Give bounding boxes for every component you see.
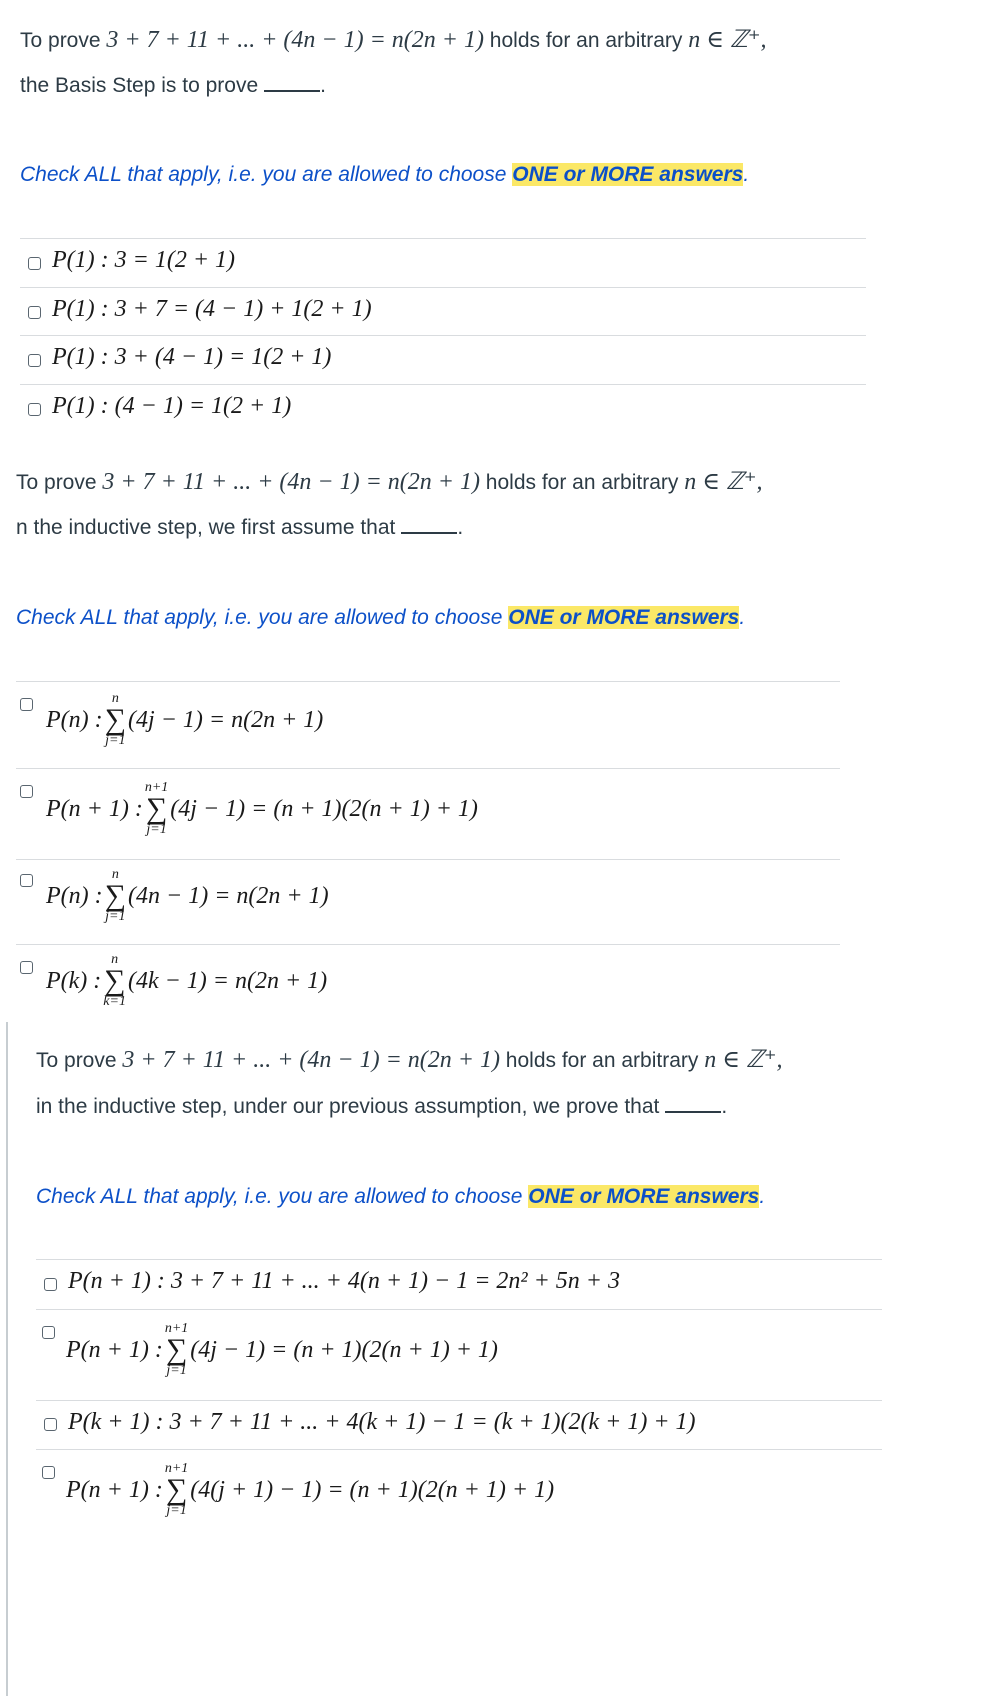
instruction-highlight: ONE or MORE answers: [512, 163, 744, 186]
option-row[interactable]: [20, 384, 866, 433]
question-2-prompt-line2: n the inductive step, we first assume that .: [16, 516, 464, 539]
summation: n+1 ∑ j=1: [164, 1461, 189, 1518]
option-checkbox[interactable]: [28, 354, 41, 367]
question-1-prompt-line2: the Basis Step is to prove .: [20, 74, 326, 97]
option-checkbox[interactable]: [44, 1278, 57, 1291]
option-checkbox[interactable]: [20, 961, 33, 974]
question-3-left-border: [6, 1022, 8, 1696]
option-row[interactable]: [16, 859, 840, 944]
option-label: P(n + 1) : n+1 ∑ j=1 (4(j + 1) − 1) = (n + 1)(2(n + 1) + 1): [66, 1461, 555, 1518]
summation: n ∑ j=1: [104, 867, 127, 924]
question-2-prompt: To prove 3 + 7 + 11 + ... + (4n − 1) = n(2n + 1) holds for an arbitrary n ∈ ℤ⁺,: [16, 469, 763, 495]
option-label: P(1) : 3 + (4 − 1) = 1(2 + 1): [52, 344, 332, 370]
answer-blank: [401, 514, 457, 534]
option-row[interactable]: [20, 287, 866, 336]
option-checkbox[interactable]: [28, 306, 41, 319]
option-label: P(n + 1) : n+1 ∑ j=1 (4j − 1) = (n + 1)(2(n + 1) + 1): [66, 1321, 498, 1378]
option-checkbox[interactable]: [20, 698, 33, 711]
option-label: P(k + 1) : 3 + 7 + 11 + ... + 4(k + 1) − 1 = (k + 1)(2(k + 1) + 1): [68, 1409, 696, 1435]
summation: n+1 ∑ j=1: [164, 1321, 189, 1378]
option-row[interactable]: [20, 238, 866, 287]
summation: n ∑ j=1: [104, 691, 127, 748]
option-checkbox[interactable]: [28, 257, 41, 270]
question-3-instruction: Check ALL that apply, i.e. you are allowed to choose ONE or MORE answers.: [36, 1185, 766, 1208]
answer-blank: [665, 1093, 721, 1113]
option-checkbox[interactable]: [42, 1466, 55, 1479]
option-row[interactable]: [36, 1309, 882, 1400]
option-row[interactable]: [20, 335, 866, 384]
option-label: P(k) : n ∑ k=1 (4k − 1) = n(2n + 1): [46, 952, 328, 1009]
instruction-highlight: ONE or MORE answers: [508, 606, 740, 629]
option-checkbox[interactable]: [20, 785, 33, 798]
question-2-instruction: Check ALL that apply, i.e. you are allowed to choose ONE or MORE answers.: [16, 606, 746, 629]
option-label: P(n + 1) : 3 + 7 + 11 + ... + 4(n + 1) − 1 = 2n² + 5n + 3: [68, 1268, 620, 1294]
summation: n+1 ∑ j=1: [144, 780, 169, 837]
option-label: P(1) : (4 − 1) = 1(2 + 1): [52, 393, 292, 419]
option-row[interactable]: [36, 1400, 882, 1449]
option-label: P(n) : n ∑ j=1 (4n − 1) = n(2n + 1): [46, 867, 329, 924]
option-row[interactable]: [36, 1259, 882, 1309]
instruction-highlight: ONE or MORE answers: [528, 1185, 760, 1208]
question-1-prompt: To prove 3 + 7 + 11 + ... + (4n − 1) = n(2n + 1) holds for an arbitrary n ∈ ℤ⁺,: [20, 27, 767, 53]
option-checkbox[interactable]: [20, 874, 33, 887]
question-3-prompt-line2: in the inductive step, under our previous assumption, we prove that .: [36, 1095, 728, 1118]
answer-blank: [264, 72, 320, 92]
option-row[interactable]: [36, 1449, 882, 1540]
option-row[interactable]: [16, 768, 840, 859]
option-row[interactable]: [16, 944, 840, 1021]
question-3-prompt: To prove 3 + 7 + 11 + ... + (4n − 1) = n(2n + 1) holds for an arbitrary n ∈ ℤ⁺,: [36, 1047, 783, 1073]
option-checkbox[interactable]: [44, 1418, 57, 1431]
option-row[interactable]: [16, 681, 840, 768]
option-checkbox[interactable]: [28, 403, 41, 416]
question-1-instruction: Check ALL that apply, i.e. you are allowed to choose ONE or MORE answers.: [20, 163, 750, 186]
option-checkbox[interactable]: [42, 1326, 55, 1339]
summation: n ∑ k=1: [103, 952, 126, 1009]
option-label: P(n + 1) : n+1 ∑ j=1 (4j − 1) = (n + 1)(2(n + 1) + 1): [46, 780, 478, 837]
option-label: P(1) : 3 = 1(2 + 1): [52, 247, 236, 273]
option-label: P(n) : n ∑ j=1 (4j − 1) = n(2n + 1): [46, 691, 324, 748]
option-label: P(1) : 3 + 7 = (4 − 1) + 1(2 + 1): [52, 296, 372, 322]
